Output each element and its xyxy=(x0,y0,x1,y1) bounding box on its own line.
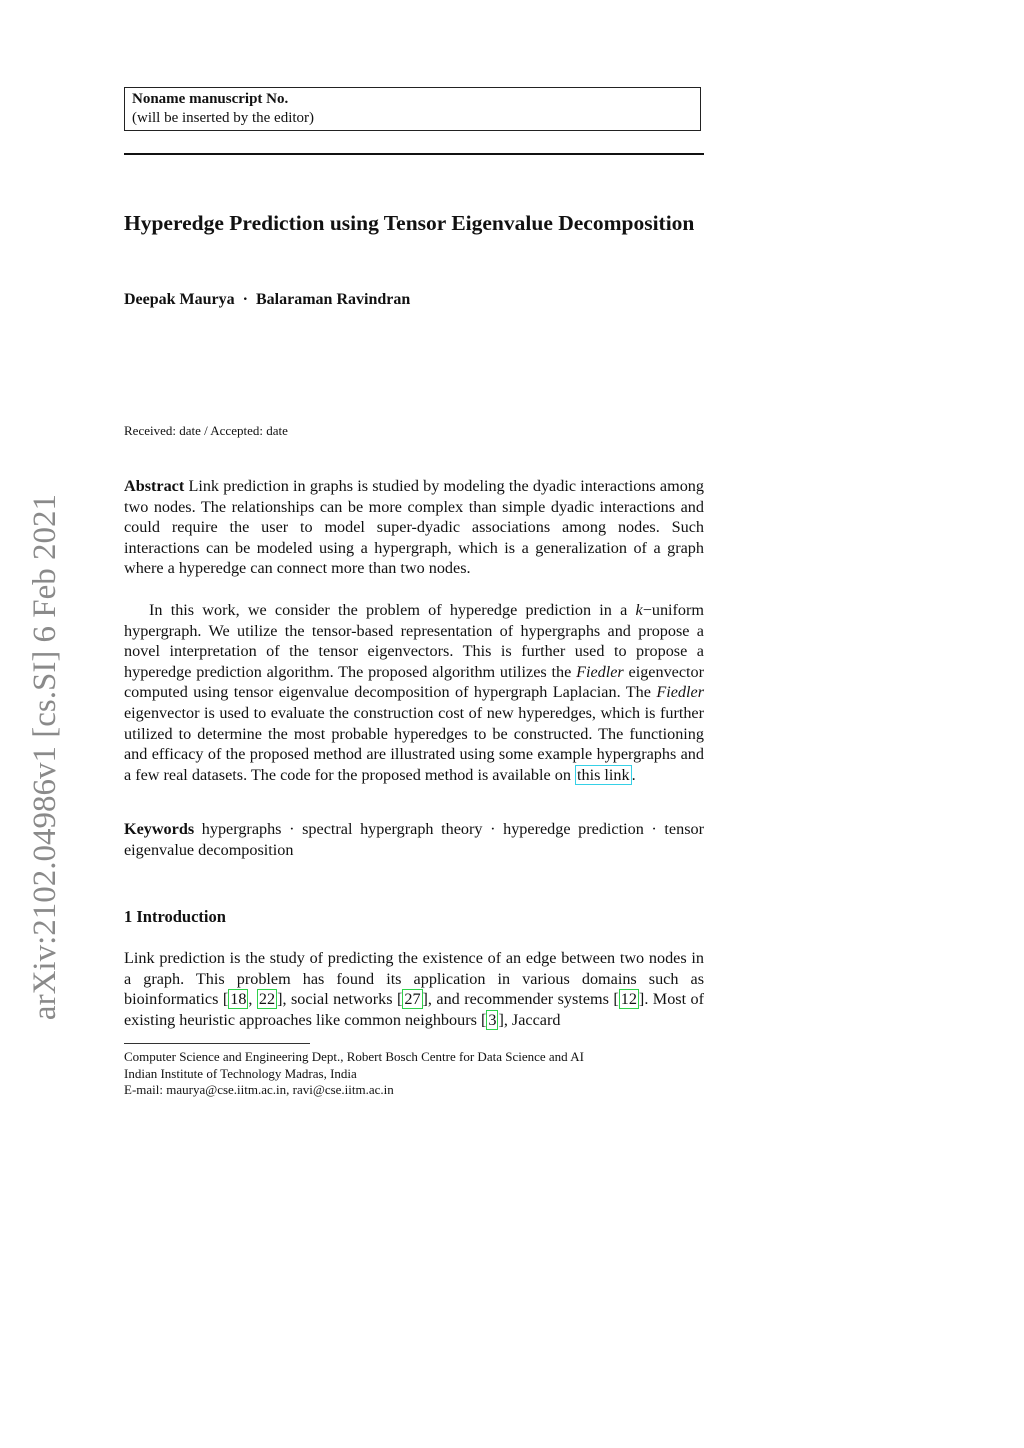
paper-title: Hyperedge Prediction using Tensor Eigenvalue Decomposition xyxy=(124,211,695,235)
abstract-text-1: Link prediction in graphs is studied by modeling the dyadic interactions among two nodes. The relationships can be more complex than simple dyadic interactions and could require the user to model super-dyadic associations among nodes. Such interactions can be modeled using a hypergraph, which is a generalization of a graph where a hyperedge can connect more than two nodes. xyxy=(124,477,704,578)
citation-27[interactable]: 27 xyxy=(404,990,421,1009)
code-link[interactable]: this link xyxy=(577,765,630,784)
received-dates: Received: date / Accepted: date xyxy=(124,423,288,438)
fiedler-term: Fiedler xyxy=(576,662,624,681)
footnote-rule xyxy=(124,1043,310,1044)
abstract-text-2b: −uniform hypergraph. We utilize the tensor-based representation of hypergraphs and propose a novel interpretation of the tensor eigenvectors. This is further used to propose a hyperedge prediction algorithm. The proposed algorithm utilizes the xyxy=(124,601,704,681)
abstract-text-2c: eigenvector computed using tensor eigenvalue decomposition of hypergraph Laplacian. The xyxy=(124,662,705,702)
intro-text: . Most of existing heuristic approaches like common neighbours xyxy=(124,990,704,1029)
intro-paragraph: Link prediction is the study of predicting the existence of an edge between two nodes in a graph. This problem has found its application in various domains such as bioinformatics [ 18 , 22 ], social networks [ 27 ], and recommender systems [ 12 ]. Most of existing heuristic approaches like common neighbours [ 3 ], Jaccard xyxy=(124,949,704,1029)
manuscript-box xyxy=(124,87,701,131)
citation-22[interactable]: 22 xyxy=(258,990,276,1009)
abstract-paragraph-1 xyxy=(124,476,704,579)
manuscript-number: Noname manuscript No. xyxy=(132,91,289,107)
intro-text: , Jaccard xyxy=(503,1010,561,1029)
period: . xyxy=(631,765,636,784)
math-k: k xyxy=(635,601,643,619)
author-emails: E-mail: maurya@cse.iitm.ac.in, ravi@cse.iitm.ac.in xyxy=(124,1082,394,1098)
abstract-label: Abstract xyxy=(124,477,185,495)
citation-12[interactable]: 12 xyxy=(620,990,637,1009)
citation-separator: , xyxy=(248,990,257,1009)
keywords-label: Keywords xyxy=(124,820,195,838)
affiliation-dept: Computer Science and Engineering Dept., Robert Bosch Centre for Data Science and AI xyxy=(124,1049,584,1064)
fiedler-term: Fiedler xyxy=(656,683,704,702)
abstract-paragraph-2 xyxy=(124,600,704,785)
keywords xyxy=(124,819,704,860)
intro-text: , social networks xyxy=(282,990,397,1009)
abstract-text-2d: eigenvector is used to evaluate the construction cost of new hyperedges, which is further utilized to determine the most probable hyperedges to be constructed. The functioning and efficacy of the proposed method are illustrated using some example hypergraphs and a few real datasets. The code for the proposed method is available on xyxy=(124,703,704,784)
intro-text: Link prediction is the study of predicting the existence of an edge between two nodes in a graph. This problem has found its application in various domains such as bioinformatics xyxy=(124,949,704,1009)
author-1: Deepak Maurya xyxy=(124,291,235,308)
footnote xyxy=(124,1049,584,1099)
editor-note: (will be inserted by the editor) xyxy=(132,110,315,126)
author-2: Balaraman Ravindran xyxy=(256,291,411,308)
citation-3[interactable]: 3 xyxy=(488,1010,497,1029)
citation-18[interactable]: 18 xyxy=(230,990,247,1009)
section-heading: 1 Introduction xyxy=(124,907,226,926)
header-rule xyxy=(124,153,704,155)
author-list xyxy=(124,291,410,309)
affiliation-institute: Indian Institute of Technology Madras, India xyxy=(124,1065,357,1081)
abstract-text-2a: In this work, we consider the problem of hyperedge prediction in a xyxy=(149,601,636,619)
author-separator: · xyxy=(242,291,248,308)
keywords-text: hypergraphs · spectral hypergraph theory · hyperedge prediction · tensor eigenvalue decomposition xyxy=(124,820,704,859)
arxiv-sidebar-stamp: arXiv:2102.04986v1 [cs.SI] 6 Feb 2021 xyxy=(27,493,63,1021)
intro-text: , and recommender systems xyxy=(427,990,614,1009)
